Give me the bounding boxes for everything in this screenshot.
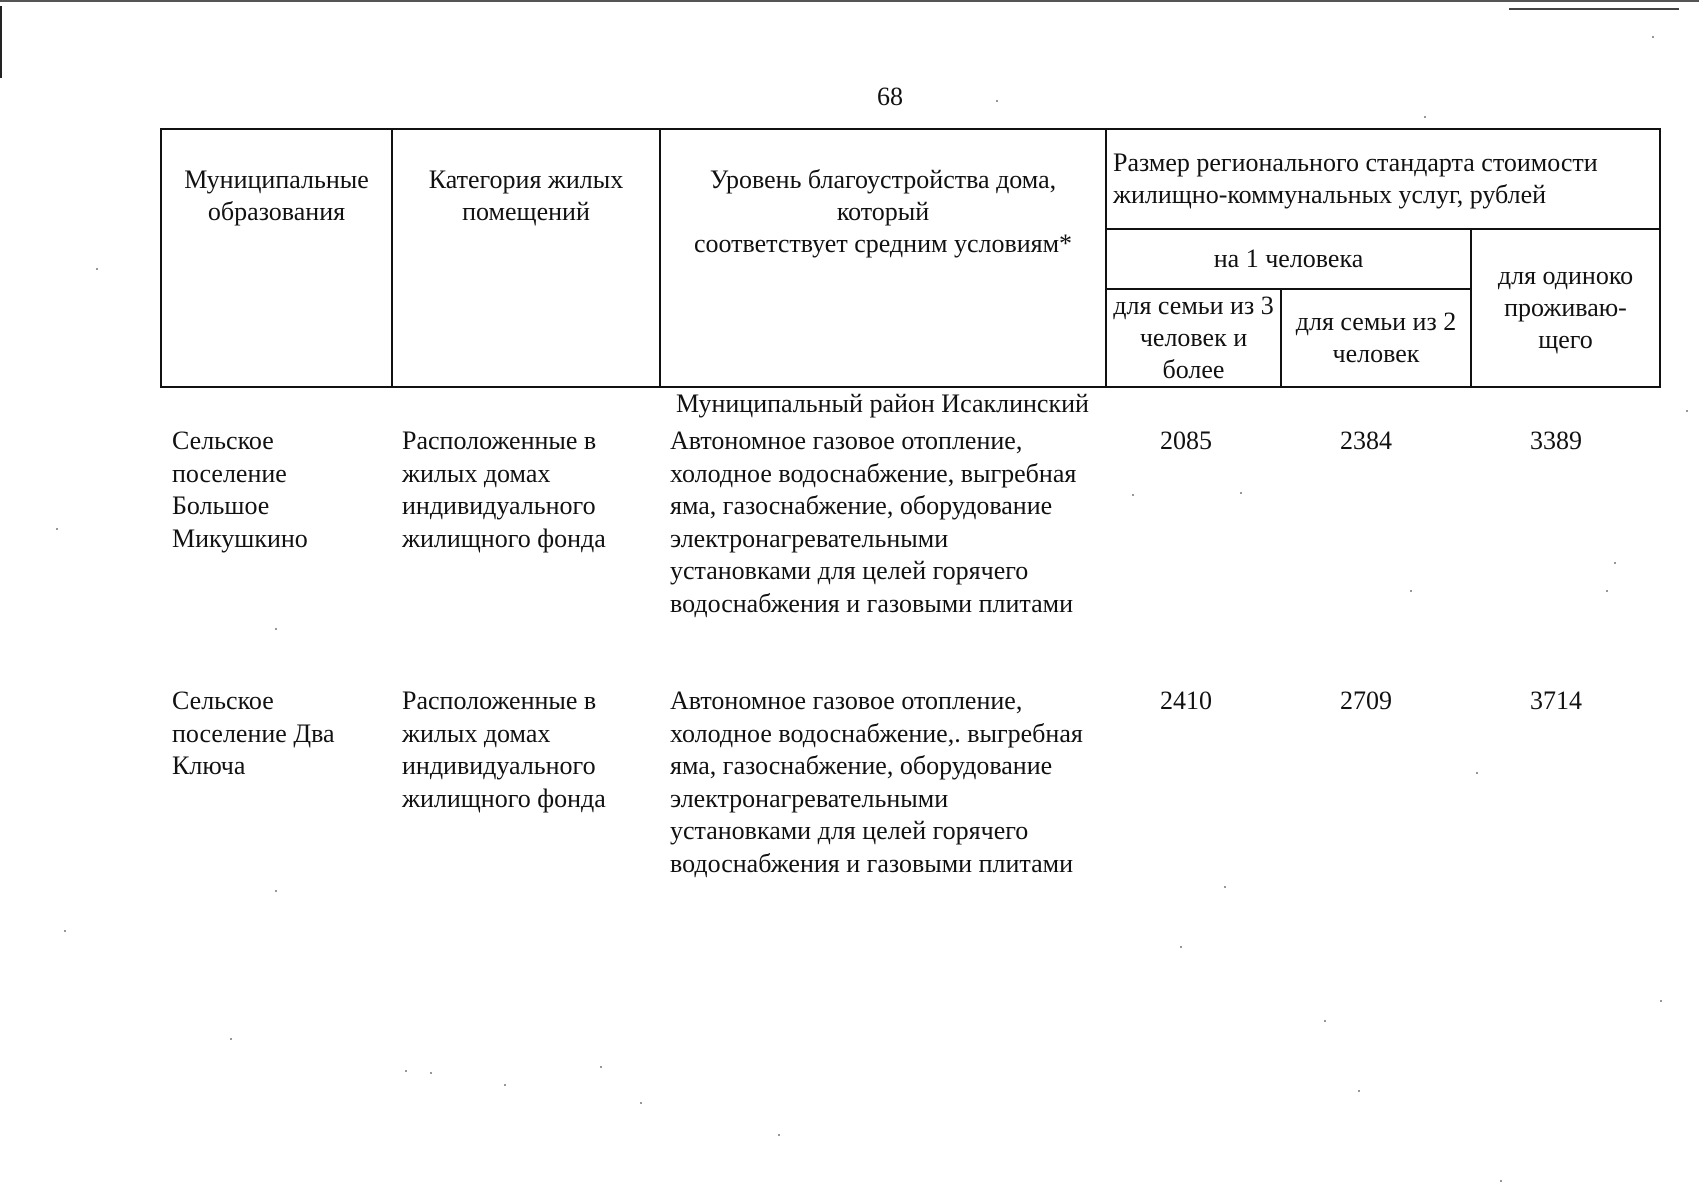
value-family-2: 2709 xyxy=(1340,686,1392,715)
scan-speck xyxy=(230,1038,232,1040)
scan-right-edge xyxy=(1509,8,1679,10)
header-standard-size: Размер регионального стандарта стоимости жилищно-коммунальных услуг, рублей xyxy=(1106,129,1660,229)
header-municipality: Муниципальные образования xyxy=(161,129,392,387)
scan-speck xyxy=(1324,1020,1326,1022)
category-cell: Расположенные в жилых домах индивидуального жилищного фонда xyxy=(402,426,606,553)
table-header xyxy=(160,128,1661,388)
scan-speck xyxy=(1410,590,1412,592)
value-family-3-plus: 2410 xyxy=(1160,686,1212,715)
scan-speck xyxy=(504,1084,506,1086)
scan-speck xyxy=(1240,492,1242,494)
scan-speck xyxy=(778,1134,780,1136)
municipality-cell: Сельское поселение Большое Микушкино xyxy=(172,426,308,553)
scan-speck xyxy=(1224,886,1226,888)
section-title: Муниципальный район Исаклинский xyxy=(676,389,1089,418)
scan-speck xyxy=(640,1102,642,1104)
value-single: 3714 xyxy=(1530,686,1582,715)
scan-speck xyxy=(1606,590,1608,592)
scan-left-mark xyxy=(0,6,2,78)
municipality-cell: Сельское поселение Два Ключа xyxy=(172,686,335,780)
header-level-line1: Уровень благоустройства дома, который xyxy=(709,165,1057,226)
value-single: 3389 xyxy=(1530,426,1582,455)
scan-speck xyxy=(96,268,98,270)
scan-speck xyxy=(1652,36,1654,38)
header-category: Категория жилых помещений xyxy=(392,129,660,387)
header-level-line2: соответствует средним условиям* xyxy=(693,229,1073,258)
scan-speck xyxy=(275,628,277,630)
scan-speck xyxy=(1614,562,1616,564)
header-level xyxy=(660,129,1106,387)
header-per-person: на 1 человека xyxy=(1106,229,1471,289)
scan-speck xyxy=(430,1072,432,1074)
header-family-3-plus: для семьи из 3 человек и более xyxy=(1106,289,1281,387)
scan-top-edge xyxy=(0,0,1699,2)
scan-speck xyxy=(996,100,998,102)
scan-speck xyxy=(56,528,58,530)
scan-speck xyxy=(275,890,277,892)
scan-speck xyxy=(405,1070,407,1072)
header-family-2: для семьи из 2 человек xyxy=(1281,289,1471,387)
scan-speck xyxy=(1660,1000,1662,1002)
level-cell: Автономное газовое отопление, холодное водоснабжение,. выгребная яма, газоснабжение, оборудование электронагревательными установками для целей горячего водоснабжения и газовыми плитами xyxy=(670,686,1083,878)
page-number: 68 xyxy=(877,82,903,111)
value-family-2: 2384 xyxy=(1340,426,1392,455)
scan-speck xyxy=(1424,116,1426,118)
category-cell: Расположенные в жилых домах индивидуального жилищного фонда xyxy=(402,686,606,813)
scan-speck xyxy=(64,930,66,932)
scan-speck xyxy=(1132,494,1134,496)
level-cell: Автономное газовое отопление, холодное водоснабжение, выгребная яма, газоснабжение, оборудование электронагревательными установками для целей горячего водоснабжения и газовыми плитами xyxy=(670,426,1077,618)
header-single-resident: для одиноко проживаю-щего xyxy=(1471,229,1660,387)
scan-speck xyxy=(1500,1180,1502,1182)
scan-speck xyxy=(1358,1090,1360,1092)
scan-speck xyxy=(1180,946,1182,948)
scan-speck xyxy=(1686,410,1688,412)
value-family-3-plus: 2085 xyxy=(1160,426,1212,455)
scan-speck xyxy=(600,1066,602,1068)
scan-speck xyxy=(1476,772,1478,774)
